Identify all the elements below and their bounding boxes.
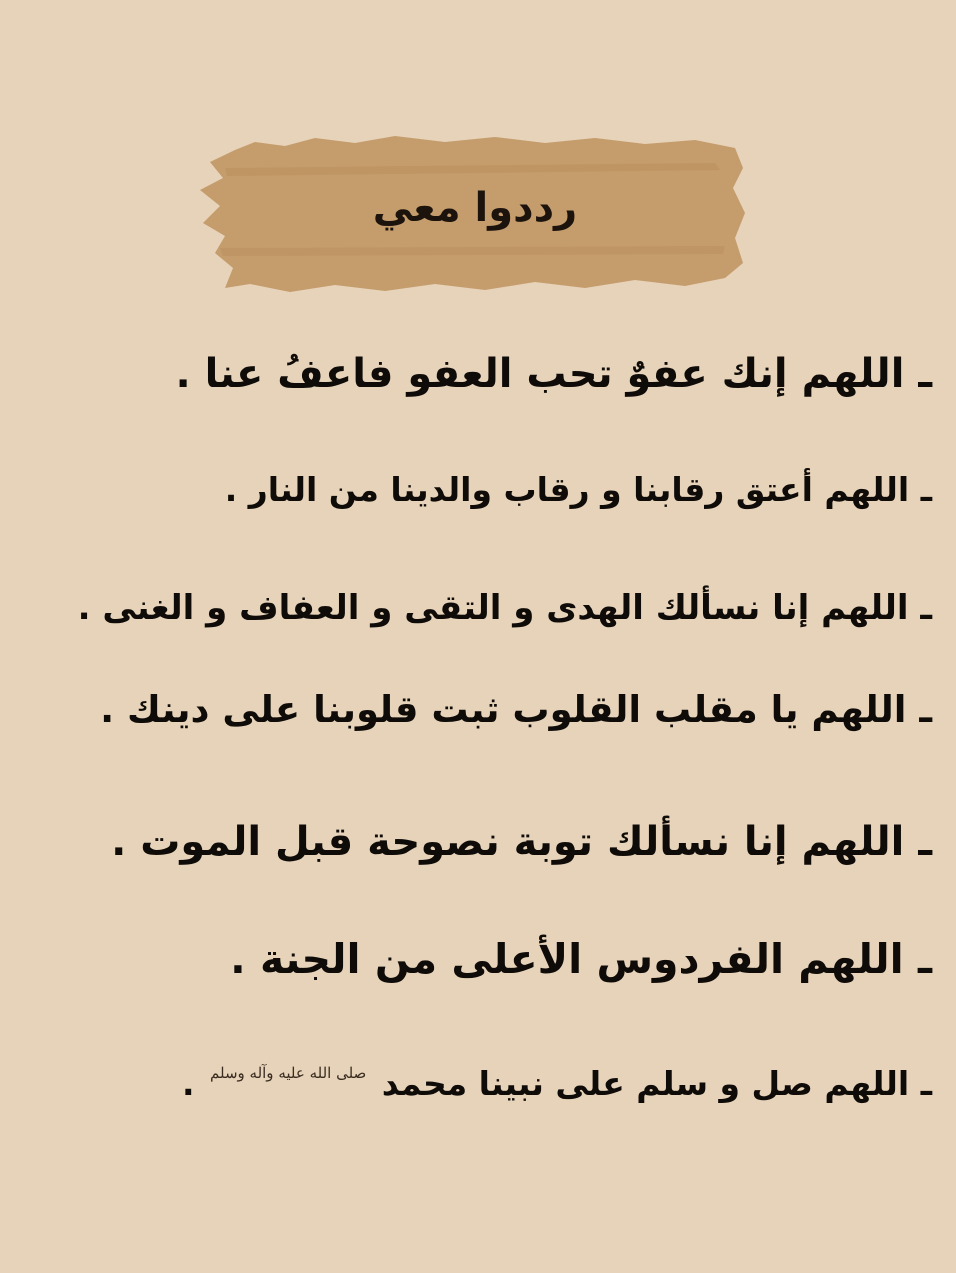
dua-line-7-end: . — [181, 1064, 195, 1103]
dua-line-7 — [80, 1064, 932, 1104]
dua-line-4: ـ اللهم يا مقلب القلوب ثبت قلوبنا على دينك . — [100, 688, 932, 731]
dua-line-1: ـ اللهم إنك عفوٌ تحب العفو فاعفُ عنا . — [175, 351, 932, 397]
dua-line-6: ـ اللهم الفردوس الأعلى من الجنة . — [230, 935, 932, 983]
dua-line-3: ـ اللهم إنا نسألك الهدى و التقى و العفاف و الغنى . — [77, 588, 932, 628]
dua-line-5: ـ اللهم إنا نسألك توبة نصوحة قبل الموت . — [111, 819, 932, 865]
salawat-calligraphy: صلى الله عليه وآله وسلم — [210, 1064, 367, 1082]
dua-line-2: ـ اللهم أعتق رقابنا و رقاب والدينا من النار . — [224, 470, 932, 509]
dua-line-7-text: ـ اللهم صل و سلم على نبينا محمد — [381, 1064, 932, 1103]
page-title: رددوا معي — [372, 185, 578, 231]
